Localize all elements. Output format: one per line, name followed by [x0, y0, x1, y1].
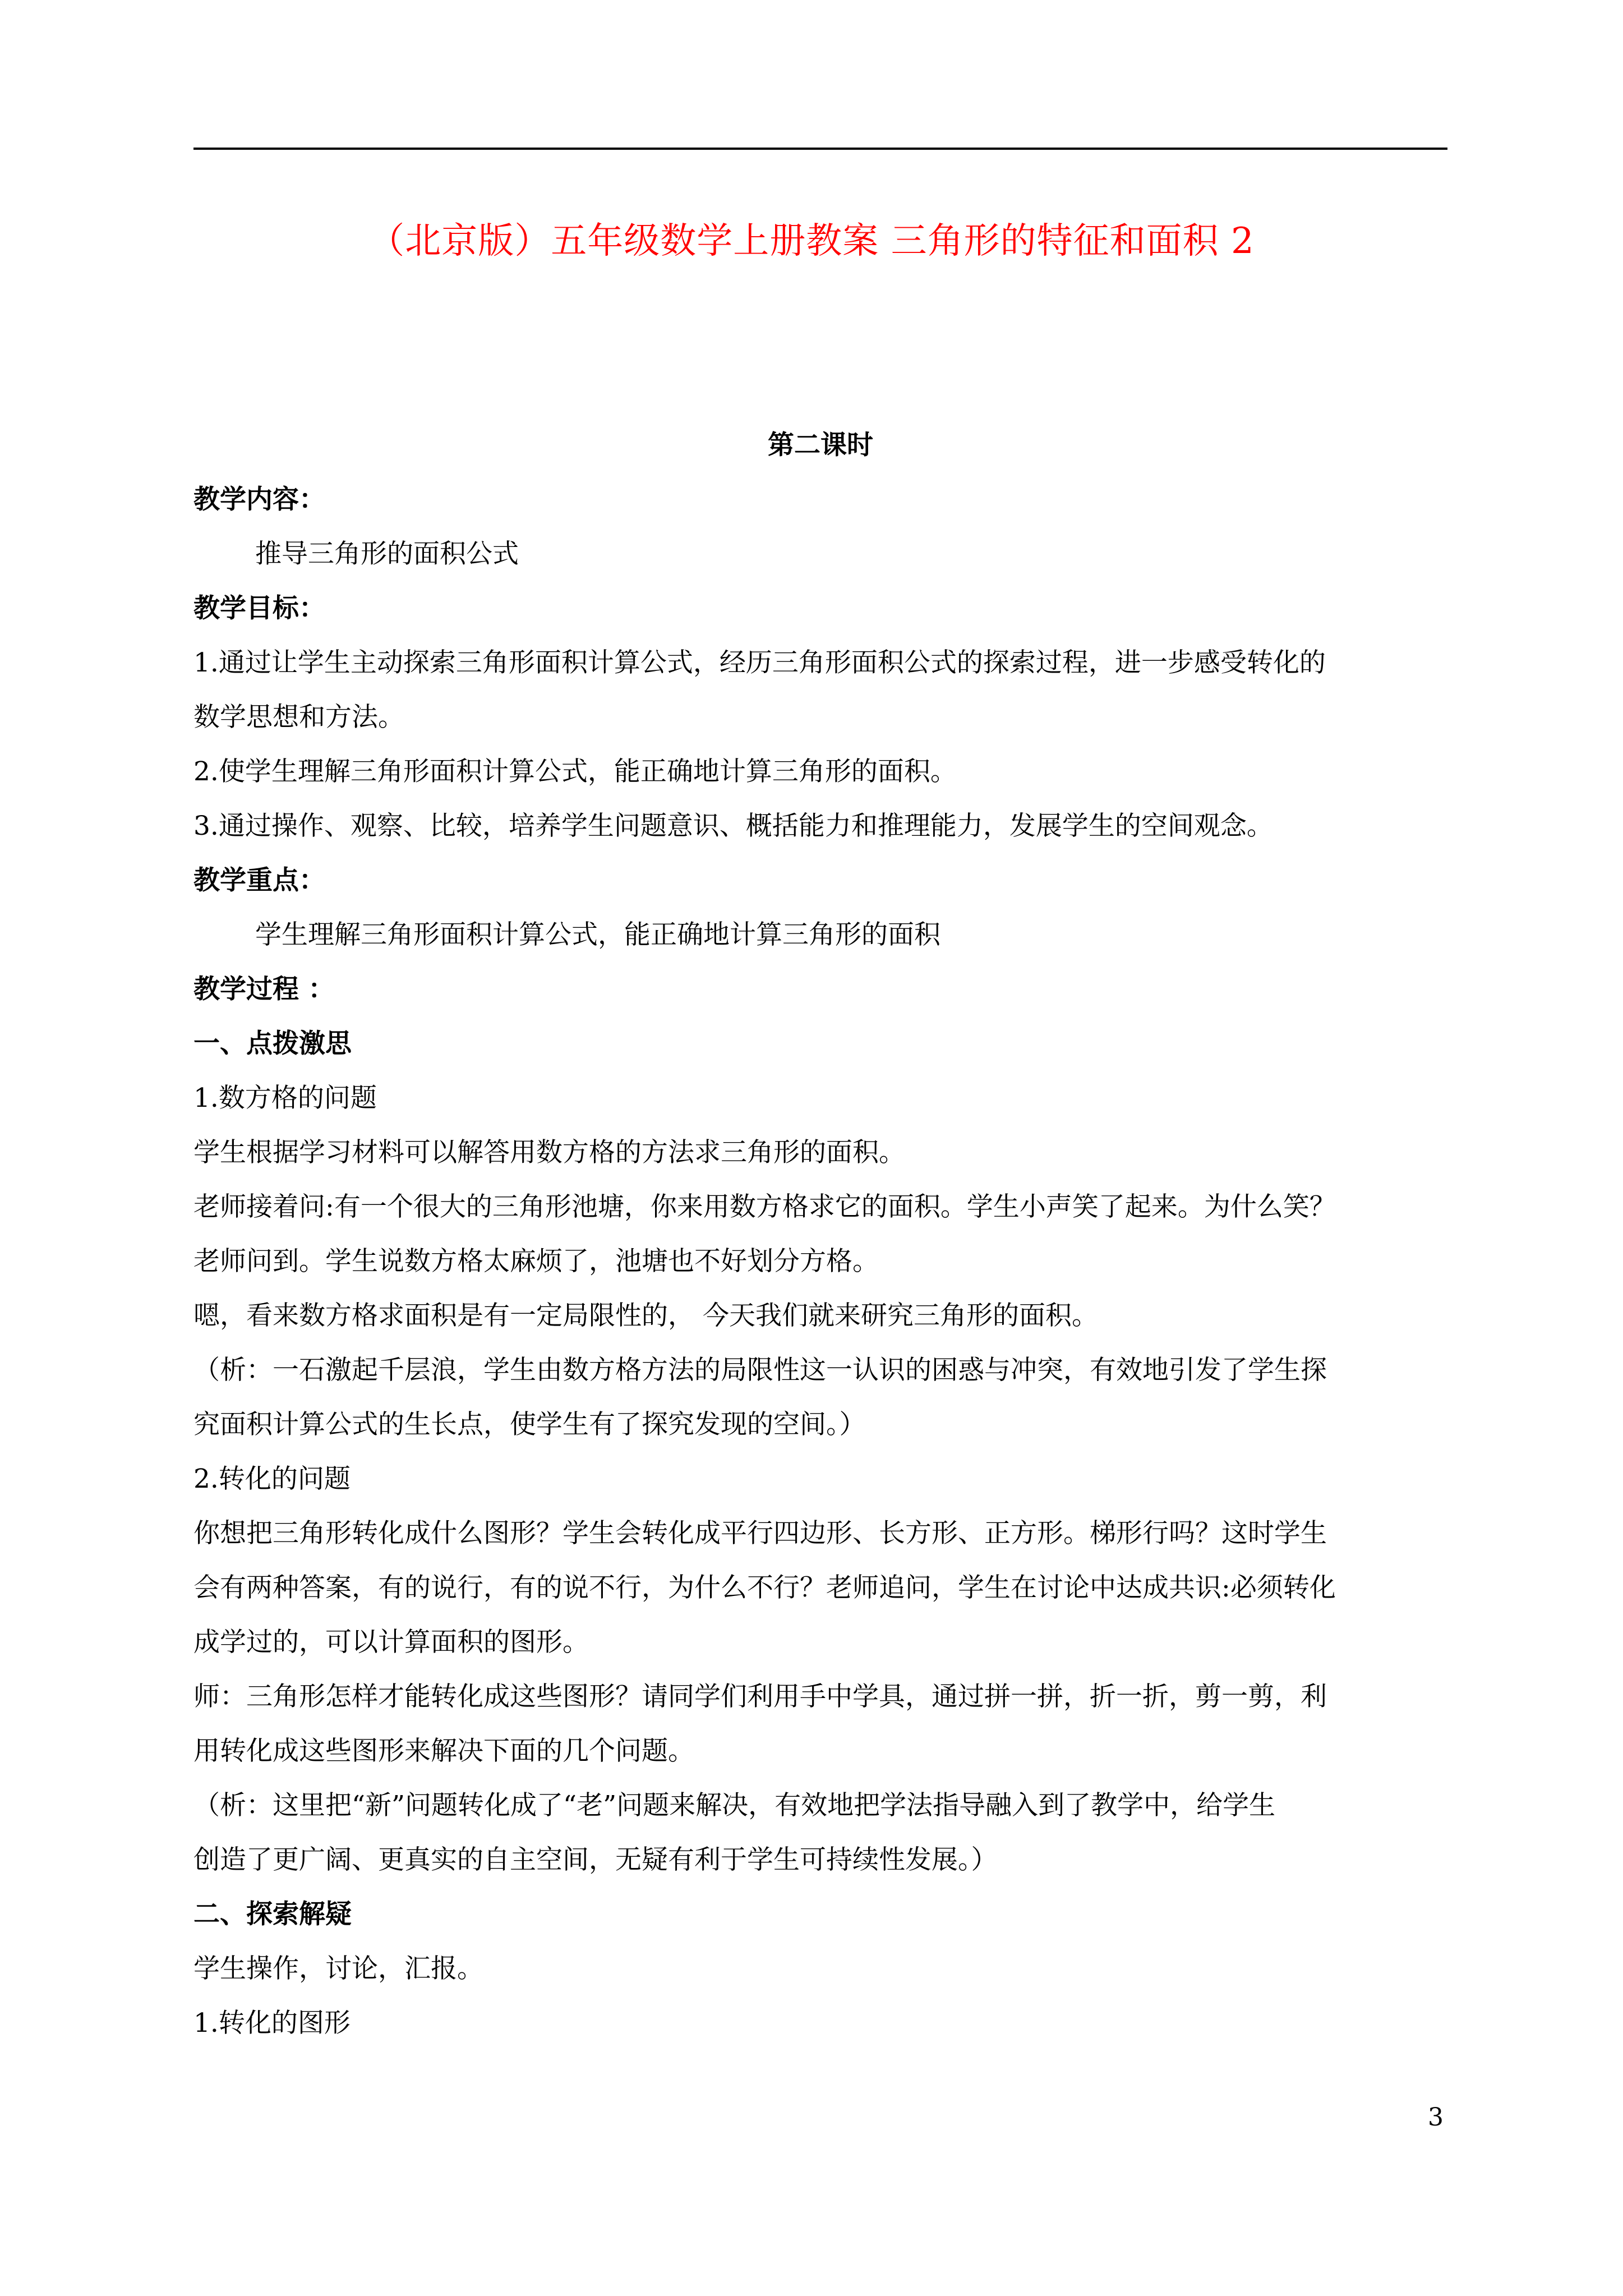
section-heading-process: 教学过程 ：: [193, 974, 335, 1005]
document-body: [193, 418, 1447, 2050]
paragraph: 师：三角形怎样才能转化成这些图形？请同学们利用手中学具，通过拼一拼，折一折，剪一剪，利: [193, 1681, 1327, 1712]
section-heading-objectives: 教学目标：: [193, 593, 325, 624]
paragraph: 你想把三角形转化成什么图形？学生会转化成平行四边形、长方形、正方形。梯形行吗？这时学生: [193, 1518, 1327, 1549]
paragraph: （析：一石激起千层浪，学生由数方格方法的局限性这一认识的困惑与冲突，有效地引发了学生探: [193, 1355, 1327, 1386]
section-heading-part-two: 二、探索解疑: [193, 1899, 352, 1930]
paragraph: 用转化成这些图形来解决下面的几个问题。: [193, 1736, 694, 1766]
paragraph: 究面积计算公式的生长点，使学生有了探究发现的空间。）: [193, 1409, 866, 1440]
paragraph: 学生理解三角形面积计算公式，能正确地计算三角形的面积: [255, 919, 940, 950]
paragraph: 2.转化的问题: [193, 1464, 351, 1494]
paragraph: 老师问到。学生说数方格太麻烦了，池塘也不好划分方格。: [193, 1246, 879, 1277]
paragraph: 1.转化的图形: [193, 2008, 351, 2039]
paragraph: 学生操作，讨论，汇报。: [193, 1953, 483, 1984]
section-heading-key-points: 教学重点：: [193, 865, 325, 896]
paragraph: 嗯，看来数方格求面积是有一定局限性的， 今天我们就来研究三角形的面积。: [193, 1300, 1098, 1331]
header-rule: [193, 148, 1447, 150]
paragraph: 数学思想和方法。: [193, 702, 404, 733]
paragraph: 成学过的，可以计算面积的图形。: [193, 1627, 589, 1658]
lesson-period-heading: 第二课时: [768, 430, 873, 461]
section-heading-part-one: 一、点拨激思: [193, 1028, 352, 1059]
page-number: 3: [1428, 2103, 1444, 2132]
paragraph: 1.通过让学生主动探索三角形面积计算公式，经历三角形面积公式的探索过程，进一步感受转化的: [193, 647, 1326, 678]
paragraph: （析：这里把“新”问题转化成了“老”问题来解决，有效地把学法指导融入到了教学中，给学生: [193, 1790, 1276, 1821]
paragraph: 推导三角形的面积公式: [255, 539, 519, 569]
paragraph: 老师接着问:有一个很大的三角形池塘，你来用数方格求它的面积。学生小声笑了起来。为什么笑？: [193, 1191, 1336, 1222]
paragraph: 创造了更广阔、更真实的自主空间，无疑有利于学生可持续性发展。）: [193, 1844, 998, 1875]
document-title: （北京版）五年级数学上册教案 三角形的特征和面积 2: [368, 220, 1255, 262]
paragraph: 学生根据学习材料可以解答用数方格的方法求三角形的面积。: [193, 1137, 905, 1168]
paragraph: 2.使学生理解三角形面积计算公式，能正确地计算三角形的面积。: [193, 756, 957, 787]
section-heading-content: 教学内容：: [193, 484, 325, 515]
paragraph: 会有两种答案，有的说行，有的说不行，为什么不行？老师追问，学生在讨论中达成共识:必须转化: [193, 1572, 1336, 1603]
paragraph: 3.通过操作、观察、比较，培养学生问题意识、概括能力和推理能力，发展学生的空间观念。: [193, 811, 1273, 841]
paragraph: 1.数方格的问题: [193, 1083, 377, 1114]
